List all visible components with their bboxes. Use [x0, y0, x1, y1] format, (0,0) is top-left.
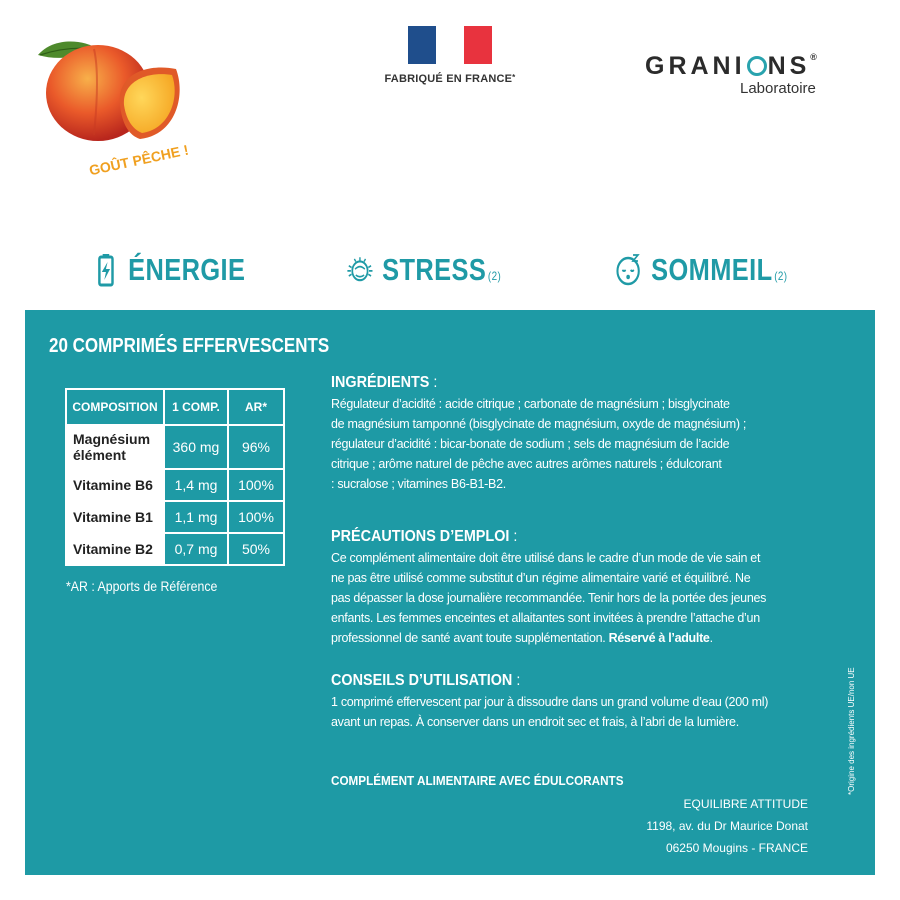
sleeping-face-icon: [615, 253, 643, 287]
usage-text: 1 comprimé effervescent par jour à dissoudre dans un grand volume d’eau (200 ml) avant un repas. À conserver dans un endroit sec et frais, à l’abri de la lumière.: [331, 695, 769, 729]
table-cell-dose: 360 mg: [164, 425, 228, 469]
table-cell-name: Magnésium élément: [66, 425, 164, 469]
table-cell-dose: 1,1 mg: [164, 501, 228, 533]
benefit-sommeil: SOMMEIL $^{(2)}$: [615, 248, 787, 292]
tablet-count: 20 COMPRIMÉS EFFERVESCENTS: [49, 335, 330, 357]
brand-name-end: NS: [767, 52, 811, 80]
ingredients-text: Régulateur d’acidité : acide citrique ; carbonate de magnésium ; bisglycinate de magnésium tamponné (bisglycinate de magnésium, oxyde de magnésium) ; régulateur d’acidité : bicar-bonate de sodium ; sels de magnésium de l’acide citrique ; arôme naturel de pêche avec autres arômes naturels ; édulcorant : sucralose ; vitamines B6-B1-B2.: [331, 397, 747, 491]
benefit-energie: ÉNERGIE: [92, 248, 247, 292]
ingredients-section: [331, 374, 781, 494]
table-cell-name: Vitamine B1: [66, 501, 164, 533]
made-in-france-label: FABRIQUÉ EN FRANCE*: [384, 73, 516, 85]
brand-subtitle: Laboratoire: [740, 80, 816, 97]
precautions-title: PRÉCAUTIONS D’EMPLOI :: [331, 528, 518, 545]
usage-title: CONSEILS D’UTILISATION :: [331, 672, 521, 689]
battery-icon: [92, 253, 120, 287]
table-cell-name: Vitamine B6: [66, 469, 164, 501]
table-cell-dose: 0,7 mg: [164, 533, 228, 565]
table-header: COMPOSITION: [66, 389, 164, 425]
table-cell-ar: 100%: [228, 501, 284, 533]
table-row: [66, 425, 284, 469]
table-cell-dose: 1,4 mg: [164, 469, 228, 501]
benefit-stress: STRESS $^{(2)}$: [346, 248, 501, 292]
table-cell-name: Vitamine B2: [66, 533, 164, 565]
composition-table: [65, 388, 285, 566]
table-cell-ar: 100%: [228, 469, 284, 501]
manufacturer-address: EQUILIBRE ATTITUDE 1198, av. du Dr Maurice Donat 06250 Mougins - FRANCE: [646, 797, 808, 855]
precautions-text: Ce complément alimentaire doit être utilisé dans le cadre d’un mode de vie sain et ne pas être utilisé comme substitut d’un régime alimentaire varié et équilibré. Ne pas dépasser la dose journalière recommandée. Tenir hors de la portée des jeunes enfants. Les femmes enceintes et allaitantes sont invitées à prendre l’attache d’un professionnel de santé avant toute supplémentation. Réservé à l’adulte.: [331, 551, 767, 645]
table-cell-ar: 96%: [228, 425, 284, 469]
table-cell-ar: 50%: [228, 533, 284, 565]
table-row: [66, 469, 284, 501]
table-header: 1 COMP.: [164, 389, 228, 425]
table-header-row: [66, 389, 284, 425]
france-flag-icon: [408, 26, 492, 64]
table-header: AR*: [228, 389, 284, 425]
precautions-section: [331, 528, 781, 648]
ingredients-title: INGRÉDIENTS :: [331, 374, 438, 391]
supplement-label: COMPLÉMENT ALIMENTAIRE AVEC ÉDULCORANTS: [331, 773, 624, 788]
brand-logo: GRANI NS®: [645, 52, 817, 80]
ar-footnote: *AR : Apports de Référence: [66, 578, 218, 594]
table-row: [66, 501, 284, 533]
table-row: [66, 533, 284, 565]
brand-name-start: GRANI: [645, 52, 746, 80]
usage-section: [331, 672, 781, 732]
taste-label: GOÛT PÊCHE !: [87, 141, 190, 179]
stressed-head-icon: [346, 253, 374, 287]
origin-note: *Origine des ingrédients UE/non UE: [847, 667, 856, 795]
brand-ring-icon: [747, 56, 767, 76]
